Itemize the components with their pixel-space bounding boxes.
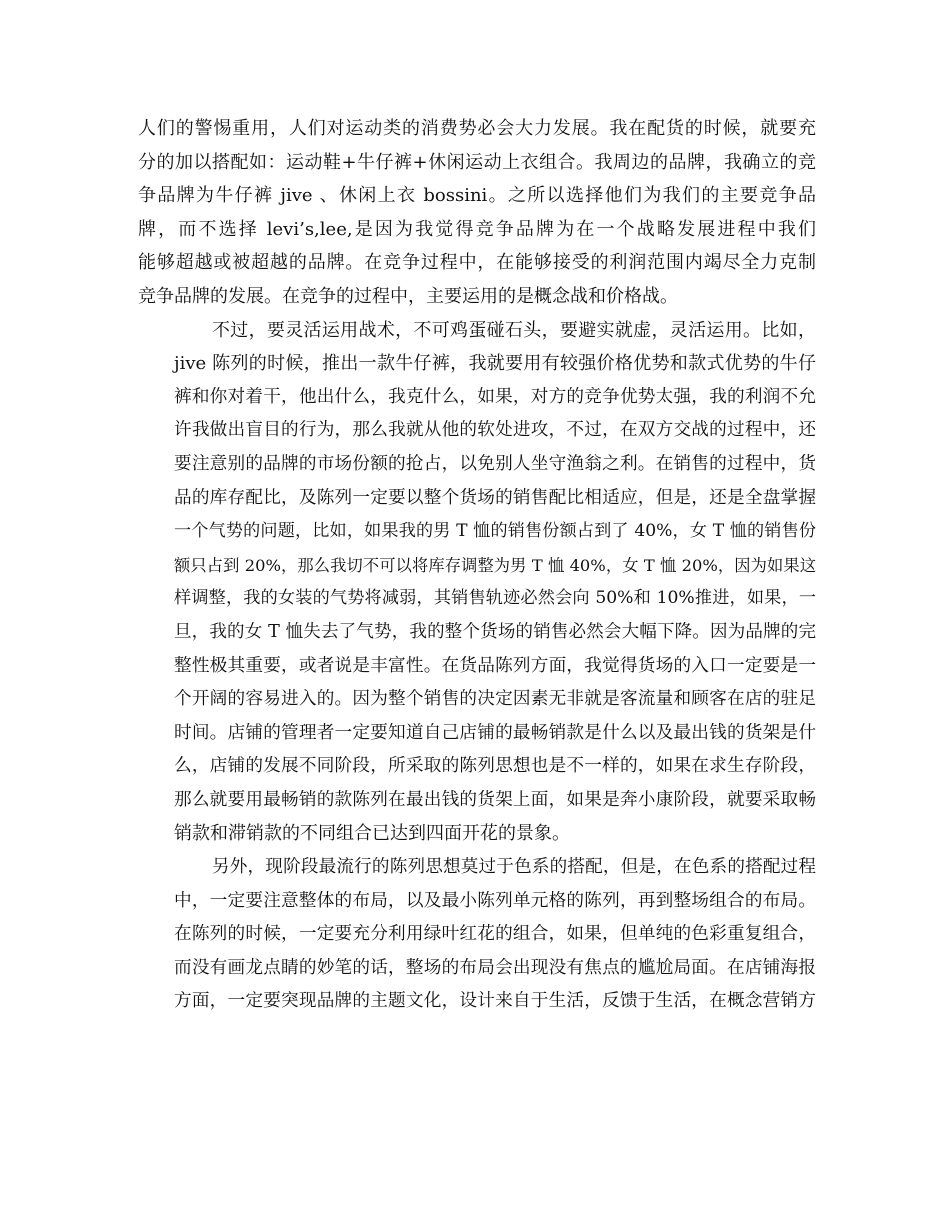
text-line: 一个气势的问题，比如，如果我的男 T 恤的销售份额占到了 40%，女 T 恤的销售份: [174, 521, 816, 542]
text-line: 那么就要用最畅销的款陈列在最出钱的货架上面，如果是奔小康阶段，就要采取畅: [174, 789, 816, 810]
text-line: 裤和你对着干，他出什么，我克什么，如果，对方的竞争优势太强，我的利润不允: [174, 386, 816, 407]
text-line: 个开阔的容易进入的。因为整个销售的决定因素无非就是客流量和顾客在店的驻足: [174, 689, 816, 710]
text-line: 另外，现阶段最流行的陈列思想莫过于色系的搭配，但是，在色系的搭配过程: [212, 857, 816, 878]
text-line: 而没有画龙点睛的妙笔的话，整场的布局会出现没有焦点的尴尬局面。在店铺海报: [174, 957, 816, 978]
text-line: 么，店铺的发展不同阶段，所采取的陈列思想也是不一样的，如果在求生存阶段，: [174, 756, 816, 777]
text-line: 时间。店铺的管理者一定要知道自己店铺的最畅销款是什么以及最出钱的货架是什: [174, 722, 816, 743]
text-line: 整性极其重要，或者说是丰富性。在货品陈列方面，我觉得货场的入口一定要是一: [174, 655, 816, 676]
text-line: 人们的警惕重用，人们对运动类的消费势必会大力发展。我在配货的时候，就要充: [138, 118, 816, 139]
text-line: 销款和滞销款的不同组合已达到四面开花的景象。: [174, 823, 570, 845]
text-line: 要注意别的品牌的市场份额的抢占，以免别人坐守渔翁之利。在销售的过程中，货: [174, 453, 816, 474]
paragraph-3: [138, 851, 816, 1019]
text-line: 样调整，我的女装的气势将减弱，其销售轨迹必然会向 50%和 10%推进，如果，一: [174, 588, 816, 609]
text-line: 在陈列的时候，一定要充分利用绿叶红花的组合，如果，但单纯的色彩重复组合，: [174, 924, 816, 945]
document-body: [138, 112, 816, 1019]
paragraph-2: [138, 314, 816, 852]
text-line: 额只占到 20%，那么我切不可以将库存调整为男 T 恤 40%，女 T 恤 20%，因为如果这: [174, 555, 816, 575]
text-line: 争品牌为牛仔裤 jive 、休闲上衣 bossini。之所以选择他们为我们的主要竞争品: [138, 185, 816, 207]
text-line: 不过，要灵活运用战术，不可鸡蛋碰石头，要避实就虚，灵活运用。比如，: [212, 319, 816, 341]
text-line: 旦，我的女 T 恤失去了气势，我的整个货场的销售必然会大幅下降。因为品牌的完: [174, 621, 816, 642]
text-line: 能够超越或被超越的品牌。在竞争过程中，在能够接受的利润范围内竭尽全力克制: [138, 252, 816, 274]
text-line: 牌，而不选择 levi’s,lee,是因为我觉得竞争品牌为在一个战略发展进程中我们: [138, 218, 816, 240]
paragraph-1: [138, 112, 816, 314]
text-line: jive 陈列的时候，推出一款牛仔裤，我就要用有较强价格优势和款式优势的牛仔: [174, 353, 816, 375]
text-line: 许我做出盲目的行为，那么我就从他的软处进攻，不过，在双方交战的过程中，还: [174, 420, 816, 441]
text-line: 方面，一定要突现品牌的主题文化，设计来自于生活，反馈于生活，在概念营销方: [174, 991, 816, 1012]
text-line: 品的库存配比，及陈列一定要以整个货场的销售配比相适应，但是，还是全盘掌握: [174, 487, 816, 508]
text-line: 分的加以搭配如：运动鞋+牛仔裤+休闲运动上衣组合。我周边的品牌，我确立的竞: [138, 151, 816, 173]
text-line: 竞争品牌的发展。在竞争的过程中，主要运用的是概念战和价格战。: [138, 285, 678, 307]
text-line: 中，一定要注意整体的布局，以及最小陈列单元格的陈列，再到整场组合的布局。: [174, 890, 816, 911]
